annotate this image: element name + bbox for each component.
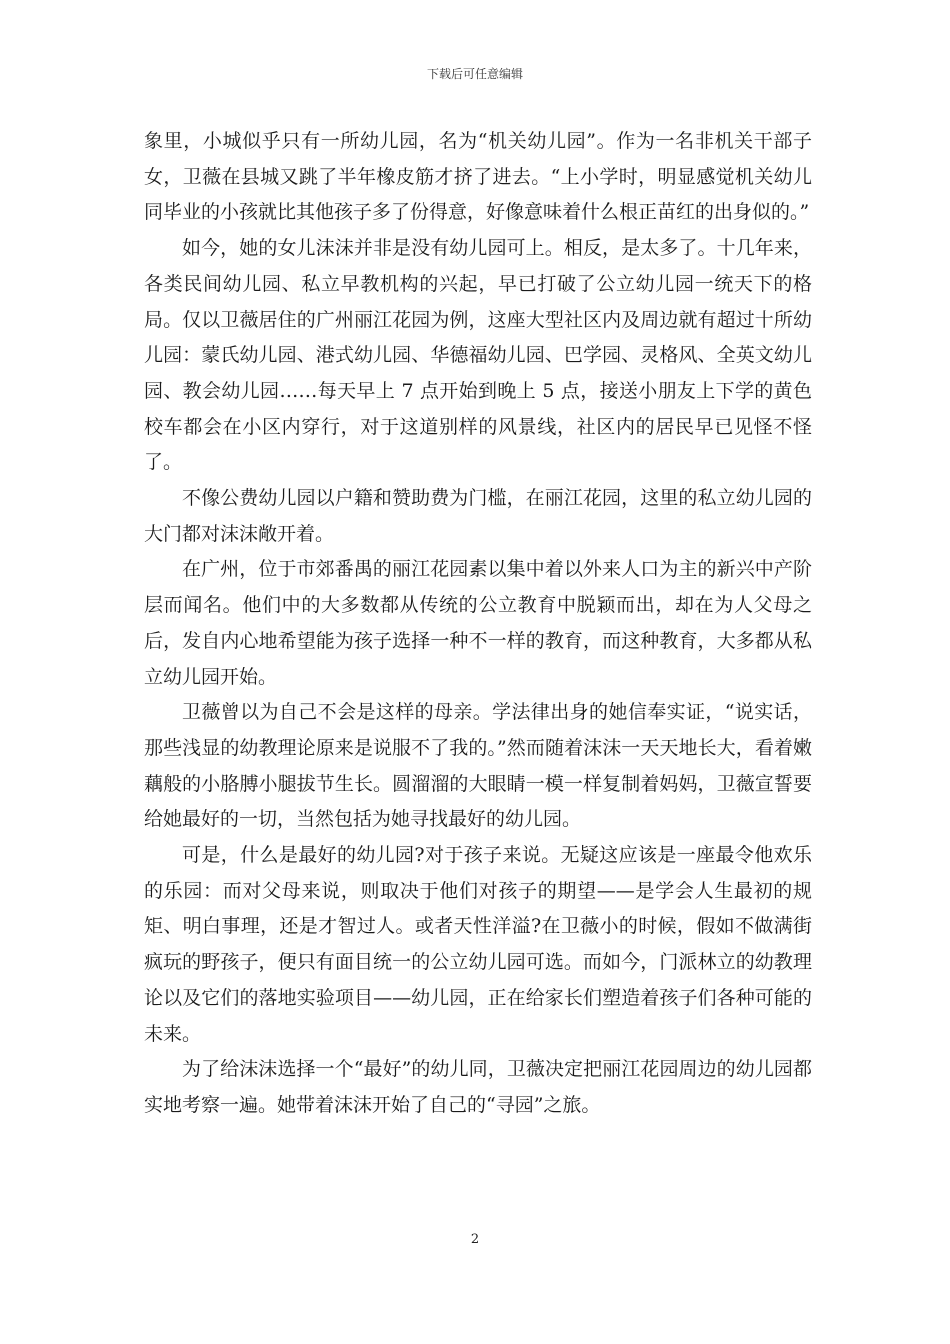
page-header: 下载后可任意编辑 xyxy=(426,67,523,81)
paragraph-2: 如今，她的女儿沫沫并非是没有幼儿园可上。相反，是太多了。十几年来，各类民间幼儿园、私立早教机构的兴起，早已打破了公立幼儿园一统天下的格局。仅以卫薇居住的广州丽江花园为例，这座大型社区内及周边就有超过十所幼儿园：蒙氏幼儿园、港式幼儿园、华德福幼儿园、巴学园、灵格风、全英文幼儿园、教会幼儿园……每天早上 7 点开始到晚上 5 点，接送小朋友上下学的黄色校车都会在小区内穿行，对于这道别样的风景线，社区内的居民早已见怪不怪了。 xyxy=(144,237,812,474)
paragraph-4: 在广州，位于市郊番禺的丽江花园素以集中着以外来人口为主的新兴中产阶层而闻名。他们中的大多数都从传统的公立教育中脱颖而出，却在为人父母之后，发自内心地希望能为孩子选择一种不一样的教育，而这种教育，大多都从私立幼儿园开始。 xyxy=(144,558,812,688)
paragraph-3: 不像公费幼儿园以户籍和赞助费为门槛，在丽江花园，这里的私立幼儿园的大门都对沫沫敞开着。 xyxy=(144,487,812,545)
paragraph-6: 可是，什么是最好的幼儿园?对于孩子来说。无疑这应该是一座最令他欢乐的乐园：而对父母来说，则取决于他们对孩子的期望——是学会人生最初的规矩、明白事理，还是才智过人。或者天性洋溢?在卫薇小的时候，假如不做满街疯玩的野孩子，便只有面目统一的公立幼儿园可选。而如今，门派林立的幼教理论以及它们的落地实验项目——幼儿园，正在给家长们塑造着孩子们各种可能的未来。 xyxy=(144,844,812,1045)
paragraph-7: 为了给沫沫选择一个“最好”的幼儿同，卫薇决定把丽江花园周边的幼儿园都实地考察一遍。她带着沫沫开始了自己的“寻园”之旅。 xyxy=(144,1058,812,1116)
document-body xyxy=(144,124,812,1124)
paragraph-1: 象里，小城似乎只有一所幼儿园，名为“机关幼儿园”。作为一名非机关干部子女，卫薇在县城又跳了半年橡皮筋才挤了进去。“上小学时，明显感觉机关幼儿同毕业的小孩就比其他孩子多了份得意，好像意味着什么根正苗红的出身似的。” xyxy=(144,130,812,224)
paragraph-5: 卫薇曾以为自己不会是这样的母亲。学法律出身的她信奉实证，“说实话，那些浅显的幼教理论原来是说服不了我的。”然而随着沫沫一天天地长大，看着嫩藕般的小胳膊小腿拔节生长。圆溜溜的大眼睛一模一样复制着妈妈，卫薇宣誓要给她最好的一切，当然包括为她寻找最好的幼儿园。 xyxy=(144,701,812,831)
page-number: 2 xyxy=(470,1232,480,1247)
